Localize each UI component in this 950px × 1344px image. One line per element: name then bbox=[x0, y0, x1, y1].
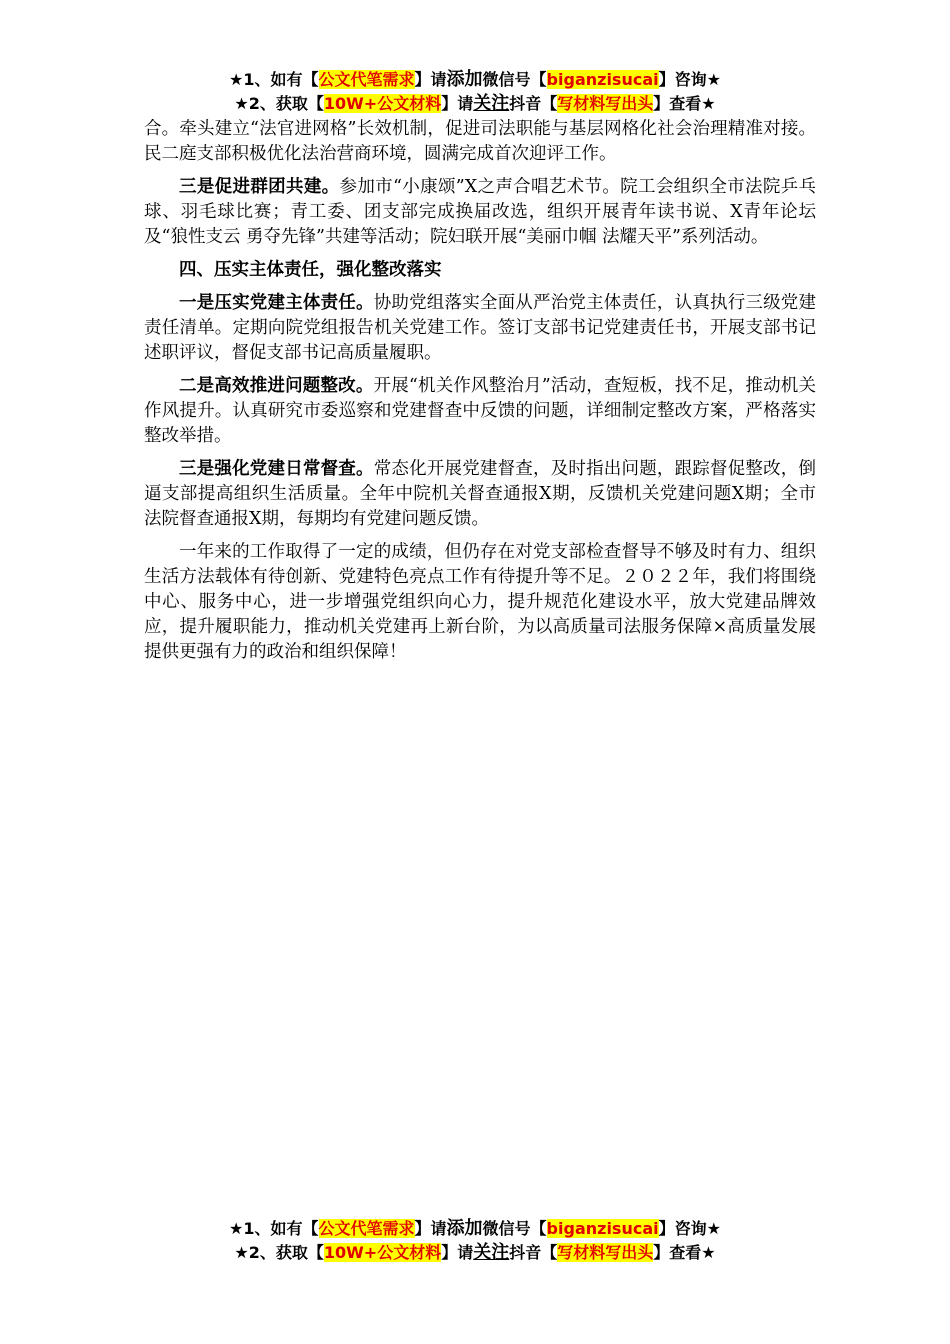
banner-text: 】请 bbox=[441, 1243, 474, 1262]
banner-highlight: 10W+公文材料 bbox=[323, 94, 442, 113]
section-heading: 四、压实主体责任，强化整改落实 bbox=[179, 260, 442, 280]
banner-line-1 bbox=[0, 68, 950, 92]
banner-text: 抖音【 bbox=[509, 94, 558, 113]
banner-line-2 bbox=[0, 1241, 950, 1265]
banner-text: ★1、如有【 bbox=[229, 70, 319, 89]
header-banner bbox=[0, 68, 950, 116]
banner-text: 】请 bbox=[441, 94, 474, 113]
banner-highlight: 写材料写出头 bbox=[557, 94, 654, 113]
banner-emphasis: 添加 bbox=[446, 1218, 483, 1239]
banner-highlight: biganzisucai bbox=[546, 70, 659, 89]
banner-line-1 bbox=[0, 1217, 950, 1241]
banner-highlight: 写材料写出头 bbox=[557, 1243, 654, 1262]
paragraph bbox=[144, 291, 816, 366]
paragraph-text: 协助党组落实全面从严治党主体责任，认真执行三级党建责任清单。定期向院党组报告机关党建工作。签订支部书记党建责任书，开展支部书记述职评议，督促支部书记高质量履职。 bbox=[144, 293, 817, 363]
document-body bbox=[144, 117, 816, 673]
paragraph: 一年来的工作取得了一定的成绩，但仍存在对党支部检查督导不够及时有力、组织生活方法载体有待创新、党建特色亮点工作有待提升等不足。２０２２年，我们将围绕中心、服务中心，进一步增强党组织向心力，提升规范化建设水平，放大党建品牌效应，提升履职能力，推动机关党建再上新台阶，为以高质量司法服务保障×高质量发展提供更强有力的政治和组织保障！ bbox=[144, 542, 816, 662]
paragraph-lead: 三是强化党建日常督查。 bbox=[179, 459, 374, 479]
paragraph: 合。牵头建立“法官进网格”长效机制，促进司法职能与基层网格化社会治理精准对接。民二庭支部积极优化法治营商环境，圆满完成首次迎评工作。 bbox=[144, 119, 816, 164]
banner-text: 】请 bbox=[414, 70, 447, 89]
banner-highlight: 公文代笔需求 bbox=[318, 70, 415, 89]
banner-text: ★2、获取【 bbox=[234, 1243, 324, 1262]
paragraph-text: 参加市“小康颂”X之声合唱艺术节。院工会组织全市法院乒乓球、羽毛球比赛；青工委、团支部完成换届改选，组织开展青年读书说、X青年论坛及“狼性支云 勇夺先锋”共建等活动；院妇联开展“美丽巾帼 法耀天平”系列活动。 bbox=[144, 177, 816, 247]
banner-text: 】查看★ bbox=[653, 94, 716, 113]
banner-emphasis: 添加 bbox=[446, 69, 483, 90]
banner-text: ★2、获取【 bbox=[234, 94, 324, 113]
paragraph-text: 开展“机关作风整治月”活动，查短板，找不足，推动机关作风提升。认真研究市委巡察和党建督查中反馈的问题，详细制定整改方案，严格落实整改举措。 bbox=[144, 376, 816, 446]
paragraph-text: 常态化开展党建督查，及时指出问题，跟踪督促整改，倒逼支部提高组织生活质量。全年中院机关督查通报X期，反馈机关党建问题X期；全市法院督查通报X期，每期均有党建问题反馈。 bbox=[144, 459, 817, 529]
banner-text: ★1、如有【 bbox=[229, 1219, 319, 1238]
banner-line-2 bbox=[0, 92, 950, 116]
banner-text: 】咨询★ bbox=[658, 70, 721, 89]
banner-highlight: biganzisucai bbox=[546, 1219, 659, 1238]
banner-emphasis: 关注 bbox=[473, 93, 510, 114]
banner-emphasis: 关注 bbox=[473, 1242, 510, 1263]
paragraph-lead: 一是压实党建主体责任。 bbox=[179, 293, 374, 313]
banner-text: 】请 bbox=[414, 1219, 447, 1238]
banner-text: 】查看★ bbox=[653, 1243, 716, 1262]
paragraph-lead: 二是高效推进问题整改。 bbox=[179, 376, 374, 396]
paragraph-lead: 三是促进群团共建。 bbox=[179, 177, 340, 197]
banner-text: 微信号【 bbox=[482, 70, 547, 89]
banner-highlight: 公文代笔需求 bbox=[318, 1219, 415, 1238]
paragraph bbox=[144, 374, 816, 449]
banner-text: 微信号【 bbox=[482, 1219, 547, 1238]
banner-text: 】咨询★ bbox=[658, 1219, 721, 1238]
paragraph bbox=[144, 457, 816, 532]
paragraph bbox=[144, 175, 816, 250]
banner-text: 抖音【 bbox=[509, 1243, 558, 1262]
footer-banner bbox=[0, 1217, 950, 1265]
banner-highlight: 10W+公文材料 bbox=[323, 1243, 442, 1262]
